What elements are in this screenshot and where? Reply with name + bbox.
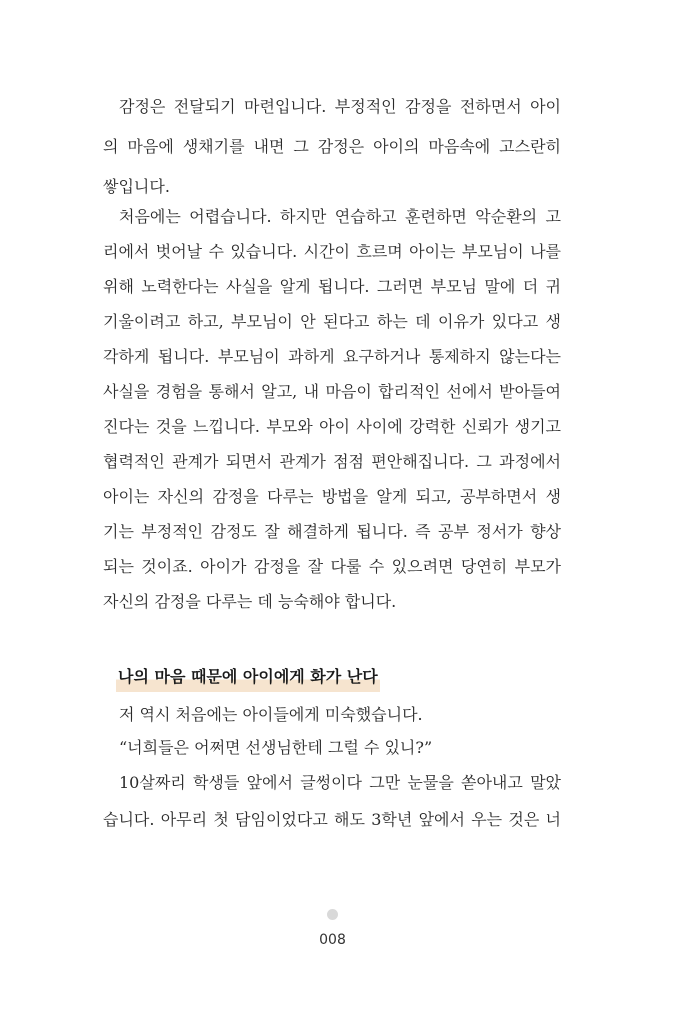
page-number: 008 (319, 932, 346, 948)
paragraph-line: 되는 것이죠. 아이가 감정을 잘 다룰 수 있으려면 당연히 부모가 (103, 557, 561, 576)
paragraph-line: “너희들은 어쩌면 선생님한테 그럴 수 있니?” (119, 738, 433, 757)
paragraph-line: 리에서 벗어날 수 있습니다. 시간이 흐르며 아이는 부모님이 나를 (103, 242, 561, 261)
paragraph-line: 기는 부정적인 감정도 잘 해결하게 됩니다. 즉 공부 정서가 향상 (103, 522, 561, 541)
paragraph-line: 사실을 경험을 통해서 알고, 내 마음이 합리적인 선에서 받아들여 (103, 382, 561, 401)
page-dot-icon (327, 909, 338, 920)
paragraph-line: 습니다. 아무리 첫 담임이었다고 해도 3학년 앞에서 우는 것은 너 (103, 810, 561, 829)
paragraph-line: 의 마음에 생채기를 내면 그 감정은 아이의 마음속에 고스란히 (103, 137, 561, 156)
paragraph-line: 감정은 전달되기 마련입니다. 부정적인 감정을 전하면서 아이 (119, 97, 561, 116)
paragraph-line: 쌓입니다. (103, 177, 170, 196)
paragraph-line: 아이는 자신의 감정을 다루는 방법을 알게 되고, 공부하면서 생 (103, 487, 561, 506)
paragraph-line: 각하게 됩니다. 부모님이 과하게 요구하거나 통제하지 않는다는 (103, 347, 561, 366)
paragraph-line: 협력적인 관계가 되면서 관계가 점점 편안해집니다. 그 과정에서 (103, 452, 561, 471)
section-heading: 나의 마음 때문에 아이에게 화가 난다 (116, 664, 380, 692)
paragraph-line: 처음에는 어렵습니다. 하지만 연습하고 훈련하면 악순환의 고 (119, 207, 561, 226)
paragraph-line: 저 역시 처음에는 아이들에게 미숙했습니다. (119, 705, 423, 724)
paragraph-line: 10살짜리 학생들 앞에서 글썽이다 그만 눈물을 쏟아내고 말았 (119, 773, 561, 792)
paragraph-line: 진다는 것을 느낍니다. 부모와 아이 사이에 강력한 신뢰가 생기고 (103, 417, 561, 436)
paragraph-line: 기울이려고 하고, 부모님이 안 된다고 하는 데 이유가 있다고 생 (103, 312, 561, 331)
paragraph-line: 위해 노력한다는 사실을 알게 됩니다. 그러면 부모님 말에 더 귀 (103, 277, 561, 296)
paragraph-line: 자신의 감정을 다루는 데 능숙해야 합니다. (103, 592, 397, 611)
